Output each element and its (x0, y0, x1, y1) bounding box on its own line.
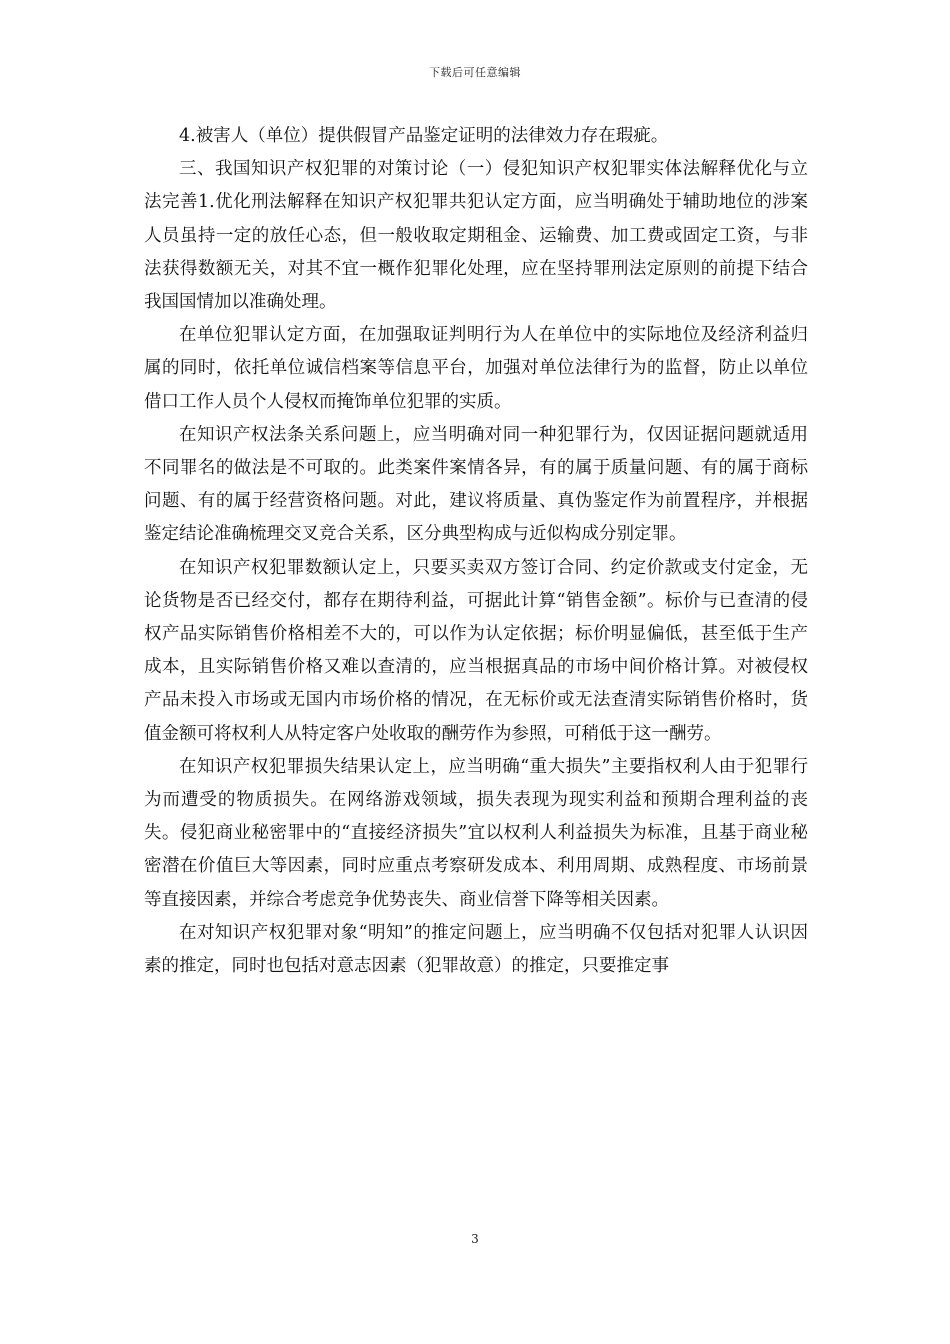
paragraph: 4.被害人（单位）提供假冒产品鉴定证明的法律效力存在瑕疵。 (179, 126, 669, 146)
paragraph: 三、我国知识产权犯罪的对策讨论（一）侵犯知识产权犯罪实体法解释优化与立法完善1.优化刑法解释在知识产权犯罪共犯认定方面，应当明确处于辅助地位的涉案人员虽持一定的放任心态，但一般收取定期租金、运输费、加工费或固定工资，与非法获得数额无关，对其不宜一概作犯罪化处理，应在坚持罪刑法定原则的前提下结合我国国情加以准确处理。 (144, 159, 808, 313)
page-number: 3 (471, 1232, 479, 1246)
paragraph: 在对知识产权犯罪对象“明知”的推定问题上，应当明确不仅包括对犯罪人认识因素的推定，同时也包括对意志因素（犯罪故意）的推定，只要推定事 (144, 922, 808, 977)
paragraph: 在知识产权法条关系问题上，应当明确对同一种犯罪行为，仅因证据问题就适用不同罪名的做法是不可取的。此类案件案情各异，有的属于质量问题、有的属于商标问题、有的属于经营资格问题。对此，建议将质量、真伪鉴定作为前置程序，并根据鉴定结论准确梳理交叉竞合关系，区分典型构成与近似构成分别定罪。 (144, 424, 808, 545)
document-body (144, 120, 808, 983)
page-header: 下载后可任意编辑 (429, 66, 521, 79)
paragraph: 在知识产权犯罪数额认定上，只要买卖双方签订合同、约定价款或支付定金，无论货物是否已经交付，都存在期待利益，可据此计算“销售金额”。标价与已查清的侵权产品实际销售价格相差不大的，可以作为认定依据；标价明显偏低，甚至低于生产成本，且实际销售价格又难以查清的，应当根据真品的市场中间价格计算。对被侵权产品未投入市场或无国内市场价格的情况，在无标价或无法查清实际销售价格时，货值金额可将权利人从特定客户处收取的酬劳作为参照，可稍低于这一酬劳。 (144, 557, 808, 744)
paragraph: 在单位犯罪认定方面，在加强取证判明行为人在单位中的实际地位及经济利益归属的同时，依托单位诚信档案等信息平台，加强对单位法律行为的监督，防止以单位借口工作人员个人侵权而掩饰单位犯罪的实质。 (144, 325, 808, 412)
paragraph: 在知识产权犯罪损失结果认定上，应当明确“重大损失”主要指权利人由于犯罪行为而遭受的物质损失。在网络游戏领域，损失表现为现实利益和预期合理利益的丧失。侵犯商业秘密罪中的“直接经济损失”宜以权利人利益损失为标准，且基于商业秘密潜在价值巨大等因素，同时应重点考察研发成本、利用周期、成熟程度、市场前景等直接因素，并综合考虑竞争优势丧失、商业信誉下降等相关因素。 (144, 756, 808, 910)
